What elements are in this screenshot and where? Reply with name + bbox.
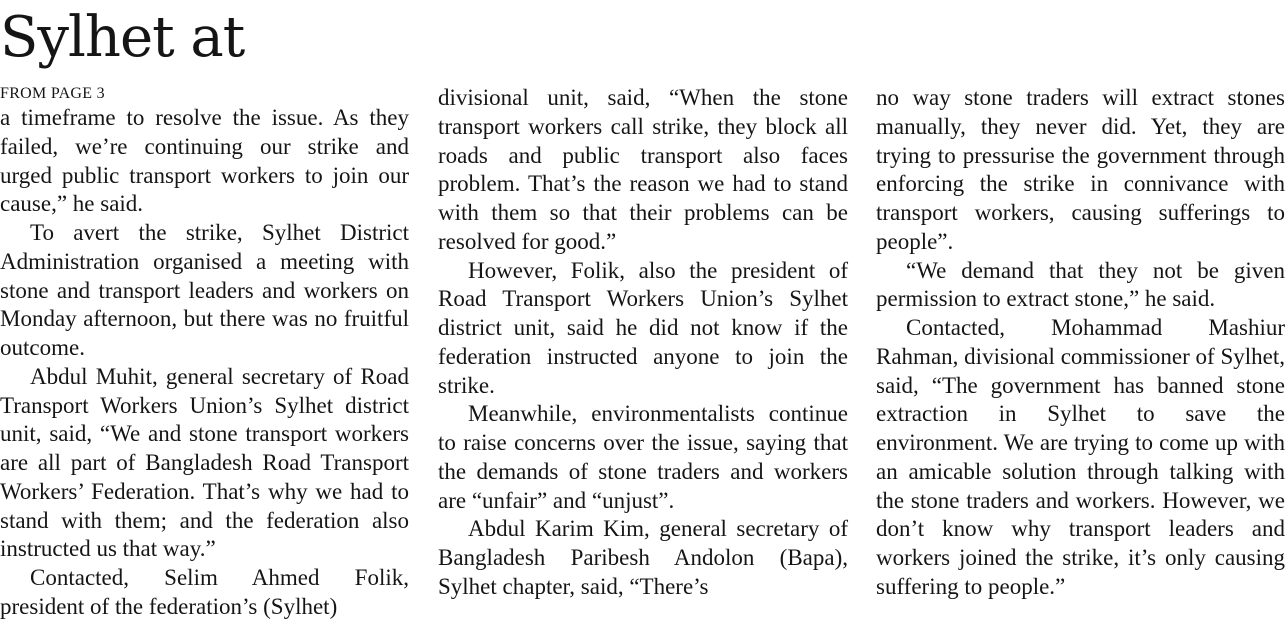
article-column-1	[0, 104, 409, 622]
paragraph: To avert the strike, Sylhet District Administration organised a meeting with stone and transport leaders and workers on Monday afternoon, but there was no fruitful outcome.	[0, 220, 409, 360]
paragraph: Contacted, Mohammad Mashiur Rahman, divisional commissioner of Sylhet, said, “The government has banned stone extraction in Sylhet to save the environment. We are trying to come up with an amicable solution through talking with the stone traders and workers. However, we don’t know why transport leaders and workers joined the strike, it’s only causing suffering to people.”	[876, 315, 1285, 599]
paragraph: Abdul Karim Kim, general secretary of Bangladesh Paribesh Andolon (Bapa), Sylhet chapter, said, “There’s	[438, 516, 848, 599]
paragraph: no way stone traders will extract stones manually, they never did. Yet, they are trying to pressurise the government through enforcing the strike in connivance with transport workers, causing sufferings to people”.	[876, 85, 1285, 254]
paragraph: Meanwhile, environmentalists continue to raise concerns over the issue, saying that the demands of stone traders and workers are “unfair” and “unjust”.	[438, 401, 848, 513]
paragraph: “We demand that they not be given permission to extract stone,” he said.	[876, 257, 1285, 312]
paragraph: However, Folik, also the president of Road Transport Workers Union’s Sylhet district unit, said he did not know if the federation instructed anyone to join the strike.	[438, 257, 848, 398]
headline: Sylhet at	[0, 5, 245, 70]
article-column-3	[876, 84, 1285, 602]
jump-line: FROM PAGE 3	[0, 85, 105, 102]
paragraph: divisional unit, said, “When the stone transport workers call strike, they block all roads and public transport also faces problem. That’s the reason we had to stand with them so that their problems can be resolved for good.”	[438, 85, 848, 254]
paragraph: Abdul Muhit, general secretary of Road Transport Workers Union’s Sylhet district unit, said, “We and stone transport workers are all part of Bangladesh Road Transport Workers’ Federation. That’s why we had to stand with them; and the federation also instructed us that way.”	[0, 363, 409, 562]
article-column-2	[438, 84, 848, 602]
paragraph: a timeframe to resolve the issue. As they failed, we’re continuing our strike and urged public transport workers to join our cause,” he said.	[0, 105, 409, 217]
paragraph: Contacted, Selim Ahmed Folik, president of the federation’s (Sylhet)	[0, 565, 409, 619]
